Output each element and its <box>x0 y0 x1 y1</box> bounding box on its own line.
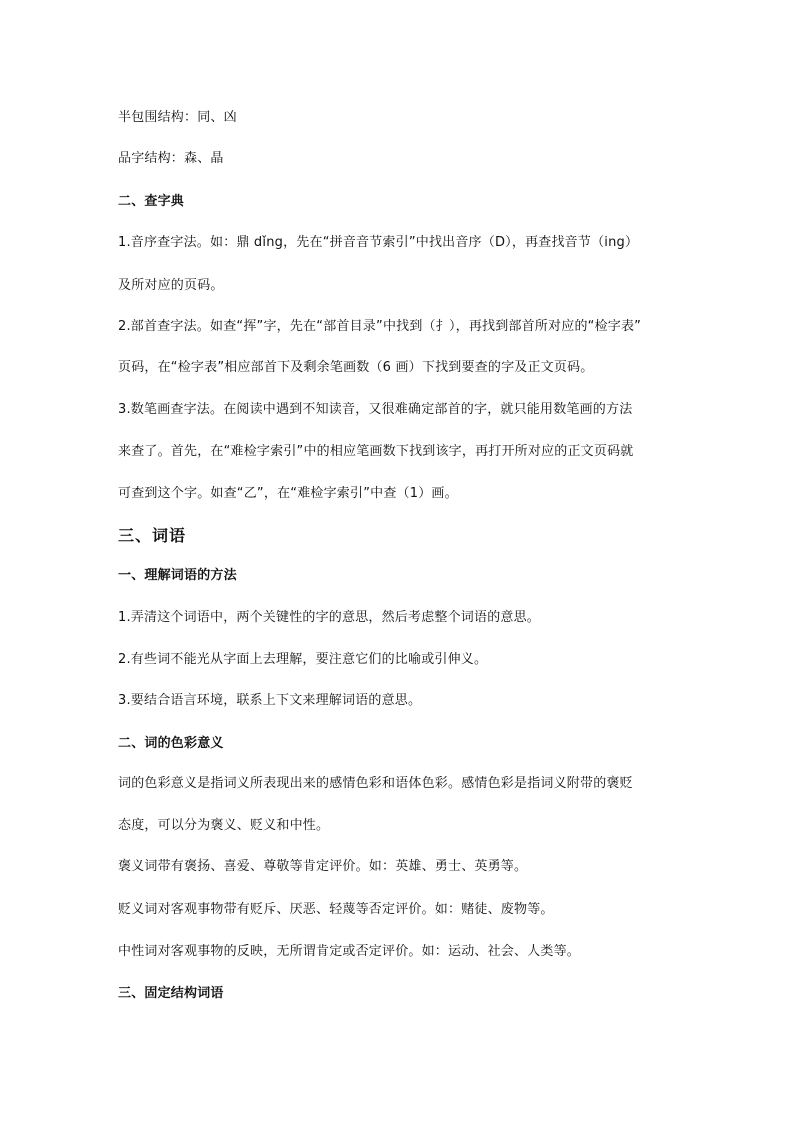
neutral-words: 中性词对客观事物的反映，无所谓肯定或否定评价。如：运动、社会、人类等。 <box>118 944 581 959</box>
section-heading-dictionary: 二、查字典 <box>118 194 185 209</box>
method-radical: 2.部首查字法。如查“挥”字，先在“部首目录”中找到（扌），再找到部首所对应的“检字表” <box>118 319 642 334</box>
method-radical-cont: 页码，在“检字表”相应部首下及剩余笔画数（6 画）下找到要查的字及正文页码。 <box>118 360 594 375</box>
section-heading-understanding: 一、理解词语的方法 <box>118 568 237 583</box>
understanding-point-2: 2.有些词不能光从字面上去理解，要注意它们的比喻或引伸义。 <box>118 652 488 667</box>
method-stroke-count: 3.数笔画查字法。在阅读中遇到不知读音，又很难确定部首的字，就只能用数笔画的方法 <box>118 402 633 417</box>
structure-pin: 品字结构：森、晶 <box>118 151 224 166</box>
method-stroke-count-cont1: 来查了。首先，在“难检字索引”中的相应笔画数下找到该字，再打开所对应的正文页码就 <box>118 444 634 459</box>
derogatory-words: 贬义词对客观事物带有贬斥、厌恶、轻蔑等否定评价。如：赌徒、废物等。 <box>118 902 554 917</box>
chapter-heading-words: 三、词语 <box>118 526 187 545</box>
method-phonetic-order-cont: 及所对应的页码。 <box>118 278 224 293</box>
section-heading-fixed-structure: 三、固定结构词语 <box>118 986 224 1001</box>
color-meaning-definition-cont: 态度，可以分为褒义、贬义和中性。 <box>118 818 330 833</box>
understanding-point-1: 1.弄清这个词语中，两个关键性的字的意思，然后考虑整个词语的意思。 <box>118 610 541 625</box>
understanding-point-3: 3.要结合语言环境，联系上下文来理解词语的意思。 <box>118 693 422 708</box>
commendatory-words: 褒义词带有褒扬、喜爱、尊敬等肯定评价。如：英雄、勇士、英勇等。 <box>118 859 528 874</box>
structure-half-enclosure: 半包围结构：同、凶 <box>118 110 237 125</box>
method-phonetic-order: 1.音序查字法。如：鼎 dǐng，先在“拼音音节索引”中找出音序（D），再查找音节（ing） <box>118 235 639 250</box>
color-meaning-definition: 词的色彩意义是指词义所表现出来的感情色彩和语体色彩。感情色彩是指词义附带的褒贬 <box>118 776 633 791</box>
method-stroke-count-cont2: 可查到这个字。如查“乙”，在“难检字索引”中查（1）画。 <box>118 486 458 501</box>
section-heading-color-meaning: 二、词的色彩意义 <box>118 736 224 751</box>
